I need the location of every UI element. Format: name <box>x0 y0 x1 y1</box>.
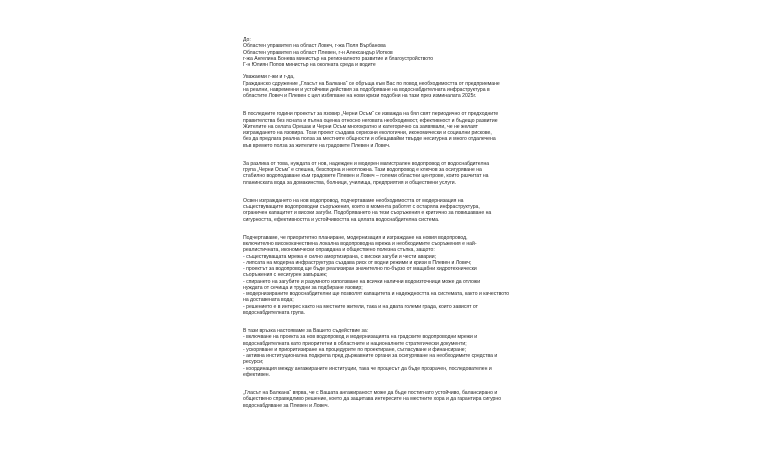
paragraph-line: реалистичната, икономически оправдана и обществено полезна стъпка, защото: <box>243 247 435 254</box>
closing-paragraph <box>243 390 543 409</box>
paragraph-line: За разлика от това, нуждата от нов, надежден и модерен магистрален водопровод от водоснабдителна <box>243 160 490 167</box>
paragraph-line: - спирането на загубите и разумното използване на всички налични водоизточници може да отложи <box>243 278 481 285</box>
paragraph-line: нуждата от сечища и трудни за подбиране язовир; <box>243 284 363 291</box>
paragraph-line: водоснабдителната като приоритетни в областните и националните стратегически документи; <box>243 340 467 347</box>
paragraph-line: - ускоряване и приоритизиране на процедурите по проектиране, съгласуване и финансиране; <box>243 346 467 353</box>
paragraph-line: Подчертаваме, че приоритетно планиране, модернизация и изграждане на новия водопровод, <box>243 234 468 241</box>
letter-body <box>243 37 543 409</box>
closing-line: водоснабдяване за Плевен и Ловеч. <box>243 402 329 409</box>
closing-line: обществено справедливо решение, което да защитава интересите на местните хора и да гарантира сигурно <box>243 396 502 403</box>
paragraph-line: стабилно водоподаване към градовете Плевен и Ловеч – големи областни центрове, които разчитат на <box>243 173 489 180</box>
recipient-line: Областен управител на област Ловеч, г-жа Поля Върбанова <box>243 43 386 50</box>
paragraph-line: - съществуващата мрежа е силно амортизирана, с високи загуби и чести аварии; <box>243 253 436 260</box>
paragraph-line: група „Черни Осъм“ е спешна, безспорна и неотложна. Тази водопровод е ключов за осигуряване на <box>243 167 482 173</box>
paragraph-requests <box>243 328 543 378</box>
paragraph-line: - проектът за водопровод ще бъде реализиран значително по-бързо от мащабни хидротехнически <box>243 266 477 272</box>
paragraph-line: водоснабдителната група. <box>243 309 306 316</box>
paragraph-line: - решението е в интерес както на местните жители, така и на двата големи града, които зависят от <box>243 303 478 310</box>
paragraph-line: - модернизираните водоснабдителни ще позволят капацитета и надеждността на системата, както и качеството <box>243 291 510 297</box>
paragraph-line: В тази връзка настояваме за Вашето съдействие за: <box>243 328 369 334</box>
closing-line: „Гласът на Балкана“ вярва, че с Вашата ангажираност може да бъде постигнато устойчиво, балансирано и <box>243 390 498 396</box>
paragraph-line: без да предлага реална полза за местните общности и обещавайки твърде несигурна и много отдалечена <box>243 136 496 143</box>
paragraph-line: - липсата на модерна инфраструктура създава риск от водни режими и кризи в Плевен и Ловеч; <box>243 259 472 266</box>
paragraph-line: - активна институционална подкрепа пред държавните органи за осигуряване на необходимите средства и <box>243 353 498 359</box>
intro-line: областите Ловеч и Плевен с цел избягване на нови кризи подобни на тази през изминалата 2025г. <box>243 93 477 99</box>
paragraph-line: ресурси; <box>243 359 264 366</box>
paragraph-line: Жителите на селата Орешак и Черни Осъм многократно и категорично са заявявали, че не желаят <box>243 123 479 130</box>
paragraph-line: - включване на проекта за нов водопровод и модернизацията на градските водопроводни мрежи и <box>243 334 478 341</box>
recipient-line: г-жа Ангелина Бонева министър на регионалното развитие и благоустройството <box>243 55 434 62</box>
intro-paragraph <box>243 81 543 100</box>
intro-line: Гражданско сдружение „Гласът на Балкана“ се обръща към Вас по повод необходимостта от предприемане <box>243 80 500 87</box>
paragraph-line: В последните години проектът за язовир „Черни Осъм“ се изважда на бял свят периодично от предходните <box>243 111 499 118</box>
paragraph-line: съоръжения с несигурен завършек; <box>243 272 328 279</box>
paragraph-modernizacia <box>243 198 543 223</box>
intro-line: на реални, навременни и устойчиви действия за подобряване на водоснабдителната инфраструктура в <box>243 86 490 93</box>
paragraph-line: ограничен капацитет и високи загуби. Подобряването на тези съоръжения е критично за повишаване на <box>243 210 492 217</box>
paragraph-vodoprovod <box>243 161 543 186</box>
paragraph-line: включително висококачествена локална водопроводна мрежа и необходимите съоръжения е най- <box>243 241 477 247</box>
paragraph-line: ефективен. <box>243 371 271 378</box>
paragraph-yazovir <box>243 111 543 149</box>
paragraph-line: на доставената вода; <box>243 297 294 304</box>
paragraph-line: сигурността, ефективността и устойчивостта на цялата водоснабдителна система. <box>243 216 440 223</box>
paragraph-line: - координация между ангажираните институции, така че процесът да бъде прозрачен, последователен и <box>243 365 492 372</box>
paragraph-line: правителства без ясната и пълна оценка относно неговата необходимост, ефективност и бъдещо развитие <box>243 117 498 124</box>
recipient-line: Областен управител на област Плевен, г-н Александър Иотков <box>243 49 393 56</box>
paragraph-line: изграждането на язовира. Този проект създава сериозни екологични, икономически и социални рискове, <box>243 130 492 136</box>
to-label: До: <box>243 37 251 43</box>
paragraph-reasons <box>243 235 543 316</box>
paragraph-line: Освен изграждането на нов водопровод, подчертаваме необходимостта от модернизация на <box>243 197 464 204</box>
paragraph-line: планинската вода за домакинства, болници, училища, предприятия и обществени услуги. <box>243 179 457 186</box>
recipient-list <box>243 43 543 68</box>
salutation: Уважаеми г-жи и г-да, <box>243 74 295 81</box>
paragraph-line: съществуващите водопроводни съоръжения, които в момента работят с остаряла инфраструктура, <box>243 204 480 210</box>
paragraph-line: във времето полза за жителите на градовете Плевен и Ловеч. <box>243 142 391 149</box>
recipient-line: Г-н Юлиян Попов министър на околната среда и водите <box>243 62 376 68</box>
